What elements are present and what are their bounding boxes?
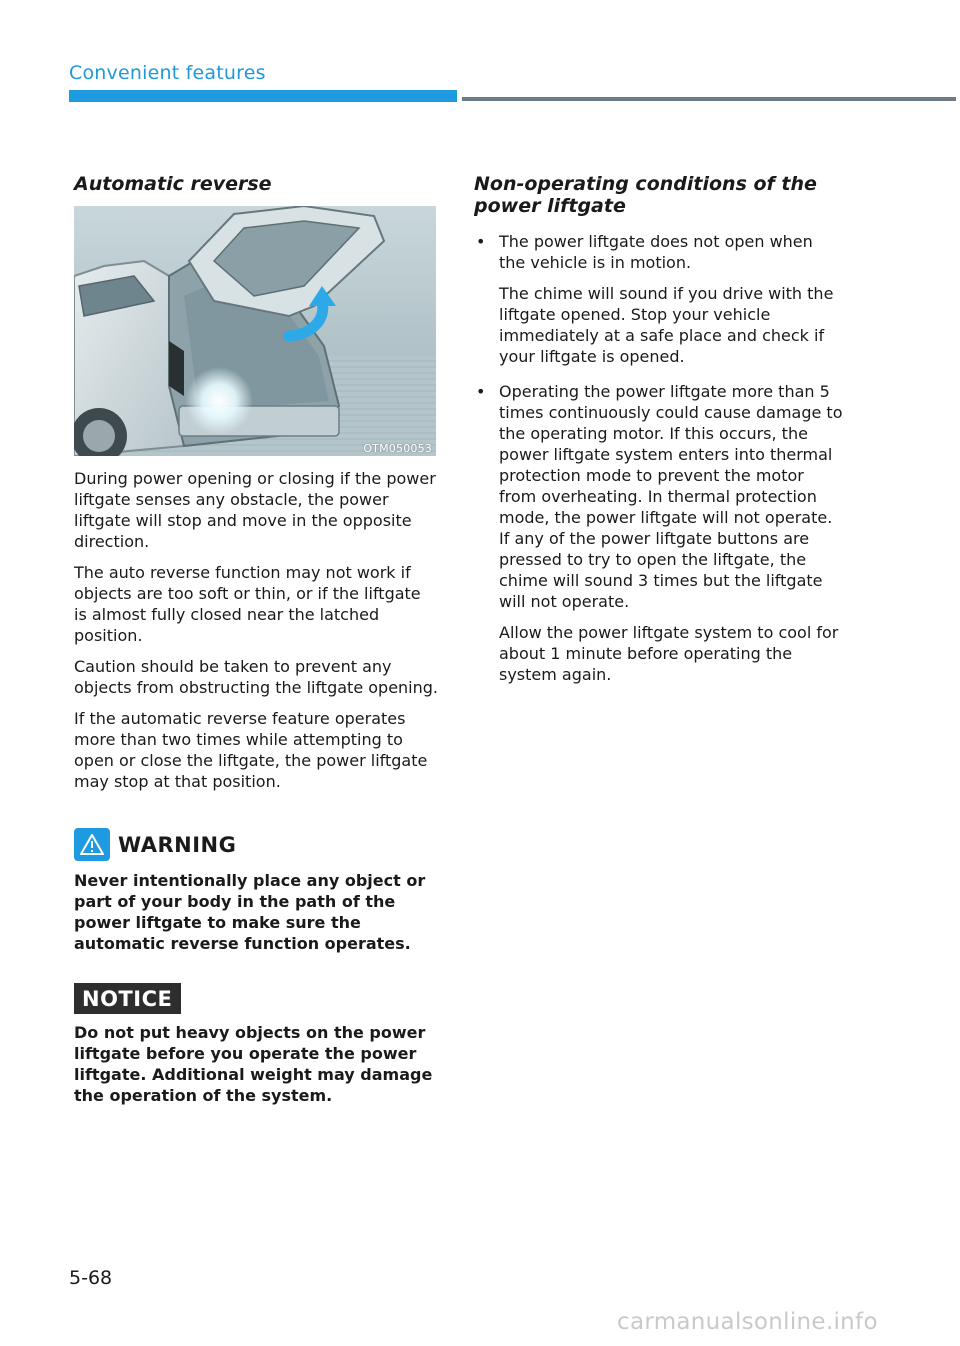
- header-accent-bar: [69, 90, 457, 102]
- paragraph: The auto reverse function may not work if objects are too soft or thin, or if the liftgate is almost fully closed near the latched position.: [74, 563, 421, 645]
- liftgate-illustration: [74, 206, 436, 456]
- non-operating-conditions-heading: Non-operating conditions of the power liftgate: [474, 173, 817, 217]
- liftgate-illustration-drawing: [74, 206, 436, 456]
- bullet-paragraph: The power liftgate does not open when the vehicle is in motion.: [499, 232, 813, 272]
- warning-header: [74, 828, 438, 861]
- bullet-paragraph: The chime will sound if you drive with the liftgate opened. Stop your vehicle immediately at a safe place and check if your liftgate is opened.: [499, 284, 834, 366]
- paragraph: Caution should be taken to prevent any objects from obstructing the liftgate opening.: [74, 657, 438, 697]
- header-section-title: Convenient features: [69, 62, 266, 84]
- warning-text: Never intentionally place any object or part of your body in the path of the power liftgate to make sure the automatic reverse function operates.: [74, 871, 426, 953]
- bullet-dot: •: [476, 382, 486, 401]
- automatic-reverse-heading: Automatic reverse: [74, 173, 272, 195]
- notice-text: Do not put heavy objects on the power liftgate before you operate the power liftgate. Additional weight may damage the operation of the system.: [74, 1023, 433, 1105]
- bullet-dot: •: [476, 232, 486, 251]
- list-item: [474, 231, 844, 367]
- watermark: carmanualsonline.info: [617, 1309, 878, 1335]
- page-number: 5-68: [69, 1267, 113, 1289]
- warning-triangle-icon: [74, 828, 110, 861]
- paragraph: If the automatic reverse feature operates more than two times while attempting to open or close the liftgate, the power liftgate may stop at that position.: [74, 709, 428, 791]
- bullet-paragraph: Operating the power liftgate more than 5 times continuously could cause damage to the operating motor. If this occurs, the power liftgate system enters into thermal protection mode to prevent the motor from overheating. In thermal protection mode, the power liftgate will not operate. If any of the power liftgate buttons are pressed to try to open the liftgate, the chime will sound 3 times but the liftgate will not operate.: [499, 382, 843, 611]
- bullet-paragraph: Allow the power liftgate system to cool for about 1 minute before operating the system again.: [499, 623, 839, 684]
- notice-label: NOTICE: [74, 983, 181, 1014]
- warning-label: WARNING: [118, 832, 237, 857]
- header-rule: [462, 97, 956, 101]
- paragraph: During power opening or closing if the power liftgate senses any obstacle, the power liftgate will stop and move in the opposite direction.: [74, 469, 436, 551]
- right-column: [474, 173, 844, 685]
- list-item: [474, 381, 844, 685]
- figure-code: OTM050053: [363, 442, 432, 455]
- left-column: [74, 173, 438, 1106]
